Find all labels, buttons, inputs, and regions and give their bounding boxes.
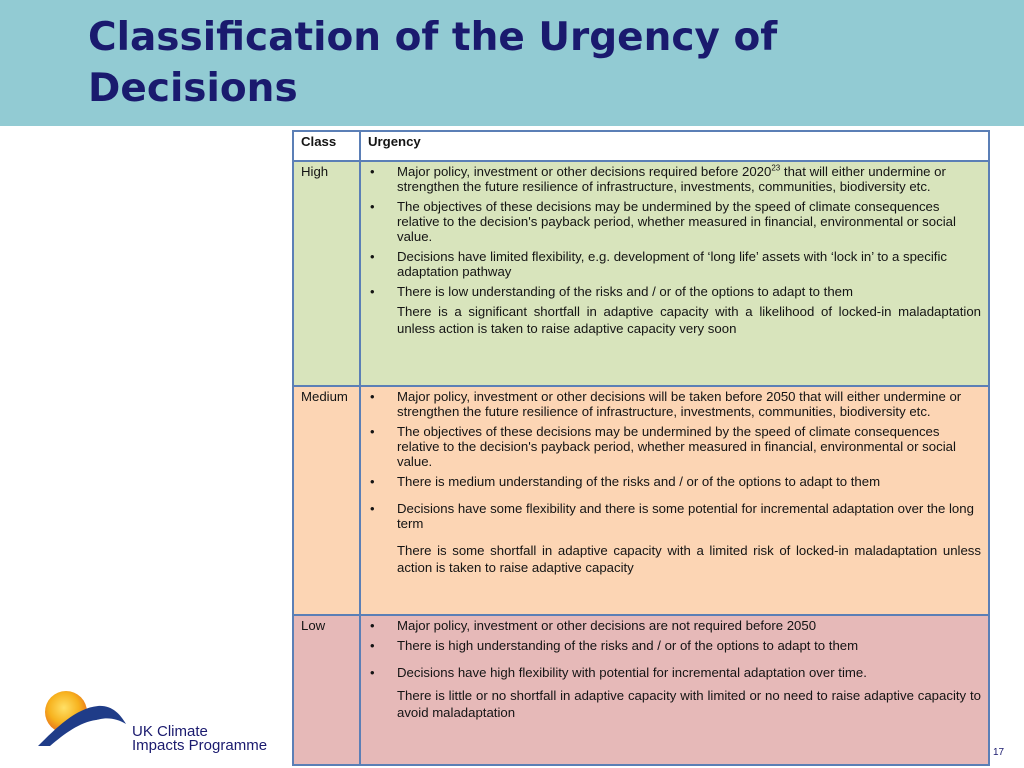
list-item (370, 638, 981, 653)
bullet-text: The objectives of these decisions may be undermined by the speed of climate consequences relative to the decision's payback period, whether measured in financial, environmental or social value. (397, 424, 956, 469)
bullet-icon: • (370, 501, 375, 516)
bullet-icon: • (370, 424, 375, 439)
logo-text-line1: UK Climate (132, 723, 208, 740)
bullet-icon: • (370, 389, 375, 404)
bullet-text: The objectives of these decisions may be undermined by the speed of climate consequences relative to the decision's payback period, whether measured in financial, environmental or social value. (397, 199, 956, 244)
sun-wave-logo-icon (36, 688, 132, 750)
list-item (370, 501, 981, 531)
class-label-medium: Medium (293, 386, 360, 615)
list-item (370, 249, 981, 279)
urgency-classification-table (292, 130, 990, 766)
table-row-high (293, 161, 989, 386)
bullet-text: Major policy, investment or other decisions required before 2020 (397, 164, 772, 179)
bullet-text: Decisions have high flexibility with potential for incremental adaptation over time. (397, 665, 867, 680)
summary-low: There is little or no shortfall in adaptive capacity with limited or no need to raise adaptive capacity to avoid maladaptation (397, 688, 981, 720)
bullet-text: Decisions have limited flexibility, e.g. development of ‘long life’ assets with ‘lock in’ to a specific adaptation pathway (397, 249, 947, 279)
list-item (370, 389, 981, 419)
list-item (370, 474, 981, 489)
class-label-low: Low (293, 615, 360, 765)
bullet-text: that will either undermine or strengthen the future resilience of infrastructure, investments, communities, biodiversity etc. (397, 164, 946, 194)
table-header-row (293, 131, 989, 161)
class-label-high: High (293, 161, 360, 386)
urgency-cell-high (360, 161, 989, 386)
bullet-icon: • (370, 249, 375, 264)
bullet-text: There is medium understanding of the risks and / or of the options to adapt to them (397, 474, 881, 489)
table-row-medium (293, 386, 989, 615)
table-row-low (293, 615, 989, 765)
title-banner (0, 0, 1024, 126)
bullet-text: There is high understanding of the risks and / or of the options to adapt to them (397, 638, 859, 653)
list-item (370, 618, 981, 633)
ukcip-logo (36, 688, 286, 752)
bullet-text: There is low understanding of the risks and / or of the options to adapt to them (397, 284, 853, 299)
page-number: 17 (993, 747, 1005, 758)
summary-high: There is a significant shortfall in adaptive capacity with a likelihood of locked-in maladaptation unless action is taken to raise adaptive capacity very soon (397, 304, 981, 336)
bullet-text: Major policy, investment or other decisions are not required before 2050 (397, 618, 817, 633)
slide-title: Classification of the Urgency of Decisions (88, 15, 778, 111)
logo-text-line2: Impacts Programme (132, 737, 268, 754)
bullet-icon: • (370, 284, 375, 299)
list-item (370, 163, 981, 194)
bullet-icon: • (370, 199, 375, 214)
list-item (370, 284, 981, 299)
bullet-icon: • (370, 474, 375, 489)
bullet-icon: • (370, 164, 375, 179)
bullet-text: Major policy, investment or other decisions will be taken before 2050 that will either undermine or strengthen the future resilience of infrastructure, investments, communities, biodiversity etc. (397, 389, 962, 419)
bullet-text: Decisions have some flexibility and there is some potential for incremental adaptation over the long term (397, 501, 974, 531)
urgency-column-header: Urgency (360, 131, 989, 161)
bullet-icon: • (370, 618, 375, 633)
list-item (370, 665, 981, 680)
urgency-cell-medium (360, 386, 989, 615)
list-item (370, 199, 981, 244)
list-item (370, 424, 981, 469)
bullet-icon: • (370, 638, 375, 653)
footnote-ref: 23 (771, 163, 781, 173)
summary-medium: There is some shortfall in adaptive capacity with a limited risk of locked-in maladaptation unless action is taken to raise adaptive capacity (397, 543, 981, 575)
class-column-header: Class (293, 131, 360, 161)
urgency-cell-low (360, 615, 989, 765)
bullet-icon: • (370, 665, 375, 680)
